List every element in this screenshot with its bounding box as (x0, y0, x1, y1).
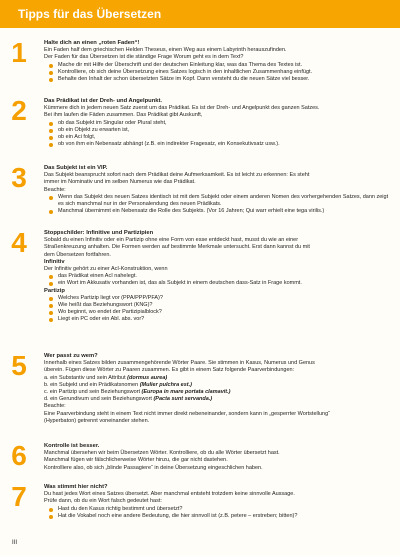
list-item: Liegt ein PC oder ein Abl. abs. vor? (58, 316, 390, 323)
section-body (44, 443, 390, 472)
text-line: Eine Paarverbindung steht in einem Text nicht immer direkt nebeneinander, sondern kann in „gesperrter Wortstellung“ (44, 410, 330, 417)
section-heading: Das Prädikat ist der Dreh- und Angelpunkt. (44, 98, 162, 104)
list-item: b. ein Subjekt und ein Prädikatsnomen (Mulier pulchra est.) (44, 381, 192, 388)
list-item: Wo beginnt, wo endet der Partizipialblock? (58, 309, 390, 316)
text-line: Das Subjekt beansprucht sofort nach dem Prädikat deine Aufmerksamkeit. Es ist leicht zu erkennen: Es steht (44, 172, 310, 179)
text-line: Manchmal fügen wir fälschlicherweise Wörter hinzu, die gar nicht dastehen. (44, 457, 228, 464)
bullet-list (44, 273, 390, 287)
list-item: ob von ihm ein Nebensatz abhängt (z.B. ein indirekter Fragesatz, ein Konsekutivsatz usw.). (58, 141, 390, 148)
list-item: Hast du den Kasus richtig bestimmt und übersetzt? (58, 506, 390, 513)
section-number: 6 (11, 440, 27, 471)
section-heading: Kontrolle ist besser. (44, 443, 100, 449)
text-line: Beachte: (44, 403, 66, 410)
list-item: ob ein Aci folgt, (58, 134, 390, 141)
list-item: ob ein Objekt zu erwarten ist, (58, 127, 390, 134)
list-item: Hat die Vokabel noch eine andere Bedeutung, die hier sinnvoll ist (z.B. petere – erstreben; bitten)? (58, 513, 390, 520)
header-bar (0, 0, 400, 28)
section-number: 7 (11, 481, 27, 512)
text-line: überein. Fügen diese Wörter zu Paaren zusammen. Es gibt in einem Satz folgende Paarverbindungen: (44, 367, 295, 374)
section-heading: Halte dich an einen „roten Faden“! (44, 40, 140, 46)
bullet-list (44, 120, 390, 149)
section-heading: Das Subjekt ist ein VIP. (44, 165, 108, 171)
bullet-list (44, 194, 390, 216)
list-item: Kontrolliere, ob sich deine Übersetzung eines Satzes logisch in den inhaltlichen Zusammenhang einfügt. (58, 69, 390, 76)
section-body (44, 165, 390, 215)
text-line: Du hast jedes Wort eines Satzes übersetzt. Aber manchmal entsteht trotzdem keine sinnvolle Aussage. (44, 491, 295, 498)
text-line: Der Faden für das Übersetzen ist die ständige Frage Worum geht es in dem Text? (44, 54, 244, 61)
pair-list (44, 375, 390, 404)
list-item: Wenn das Subjekt des neuen Satzes identisch ist mit dem Subjekt oder einem anderen Nomen des vorhergehenden Satzes, dann zeigt es sich manchmal nur in der Personalendung des neuen Prädikats. (58, 193, 389, 208)
text-line: Sobald du einen Infinitiv oder ein Partizip ohne eine Form von esse entdeckt hast, musst du wie an einer (44, 237, 299, 244)
list-item: Behalte den Inhalt der schon übersetzten Sätze im Kopf. Dann versteht du die neuen Sätze viel besser. (58, 76, 390, 83)
list-item: Wie heißt das Beziehungswort (KNG)? (58, 302, 390, 309)
list-item: Welches Partizip liegt vor (PPA/PPP/PFA)? (58, 295, 390, 302)
text-line: Manchmal übersehen wir beim Übersetzen Wörter. Kontrolliere, ob du alle Wörter übersetzt hast. (44, 450, 280, 457)
bullet-list (44, 62, 390, 84)
text-line: Bei ihm laufen die Fäden zusammen. Das Prädikat gibt Auskunft, (44, 112, 203, 119)
section-heading: Stoppschilder: Infinitive und Partizipien (44, 230, 154, 236)
section-body (44, 40, 390, 83)
section-number: 2 (11, 95, 27, 126)
subheading-partizip: Partizip (44, 287, 65, 294)
list-item: a. ein Substantiv und sein Attribut (dormus aurea) (44, 374, 168, 381)
page-title: Tipps für das Übersetzen (18, 7, 162, 21)
section-body (44, 98, 390, 148)
list-item: ein Wort im Akkusativ vorhanden ist, das als Subjekt in einem deutschen dass-Satz in Frage kommt. (58, 280, 390, 287)
list-item: Manchmal übernimmt ein Nebensatz die Rolle des Subjekts. (Vor 16 Jahren; Qui warr erhielt eine tega virilis.) (58, 208, 390, 215)
list-item: d. ein Gerundivum und sein Beziehungswort (Pacta sunt servanda.) (44, 396, 213, 403)
text-line: Kümmere dich in jedem neuen Satz zuerst um das Prädikat. Es ist der Dreh- und Angelpunkt des ganzen Satzes. (44, 105, 320, 112)
section-number: 4 (11, 227, 27, 258)
section-heading: Was stimmt hier nicht? (44, 484, 108, 490)
section-heading: Wer passt zu wem? (44, 353, 98, 359)
section-body (44, 353, 390, 425)
text-line: immer im Nominativ und im selben Numerus wie das Prädikat. (44, 179, 196, 186)
list-item: Mache dir mit Hilfe der Überschrift und der deutschen Einleitung klar, was das Thema des Textes ist. (58, 62, 390, 69)
bullet-list (44, 295, 390, 324)
section-number: 3 (11, 162, 27, 193)
text-line: dem Übersetzen fortfahren. (44, 251, 111, 258)
text-line: Ein Faden half dem griechischen Helden Theseus, einen Weg aus einem Labyrinth herauszufinden. (44, 47, 287, 54)
section-body (44, 230, 390, 324)
text-line: Innerhalb eines Satzes bilden zusammengehörende Wörter Paare. Sie stimmen in Kasus, Numerus und Genus (44, 360, 315, 367)
text-line: Straßenkreuzung anhalten. Die Formen werden auf bestimmte Merkmale untersucht. Erst dann kannst du mit (44, 244, 310, 251)
page-number: III (12, 540, 18, 546)
section-number: 1 (11, 37, 27, 68)
bullet-list (44, 506, 390, 520)
list-item: das Prädikat einen AcI nahelegt. (58, 273, 390, 280)
section-body (44, 484, 390, 520)
list-item: ob das Subjekt im Singular oder Plural steht, (58, 120, 390, 127)
section-number: 5 (11, 350, 27, 381)
subheading-infinitiv: Infinitiv (44, 258, 65, 265)
list-item: c. ein Partizip und sein Beziehungswort (Europa in mare portata clamavit.) (44, 389, 231, 396)
text-line: Der Infinitiv gehört zu einer AcI-Konstruktion, wenn (44, 266, 168, 273)
text-line: Beachte: (44, 186, 66, 193)
text-line: (Hyperbaton) getrennt voneinander stehen. (44, 417, 150, 424)
text-line: Prüfe dann, ob du ein Wort falsch gedeutet hast: (44, 498, 162, 505)
text-line: Kontrolliere also, ob sich „blinde Passagiere“ in deine Übersetzung eingeschlichen haben. (44, 464, 263, 471)
